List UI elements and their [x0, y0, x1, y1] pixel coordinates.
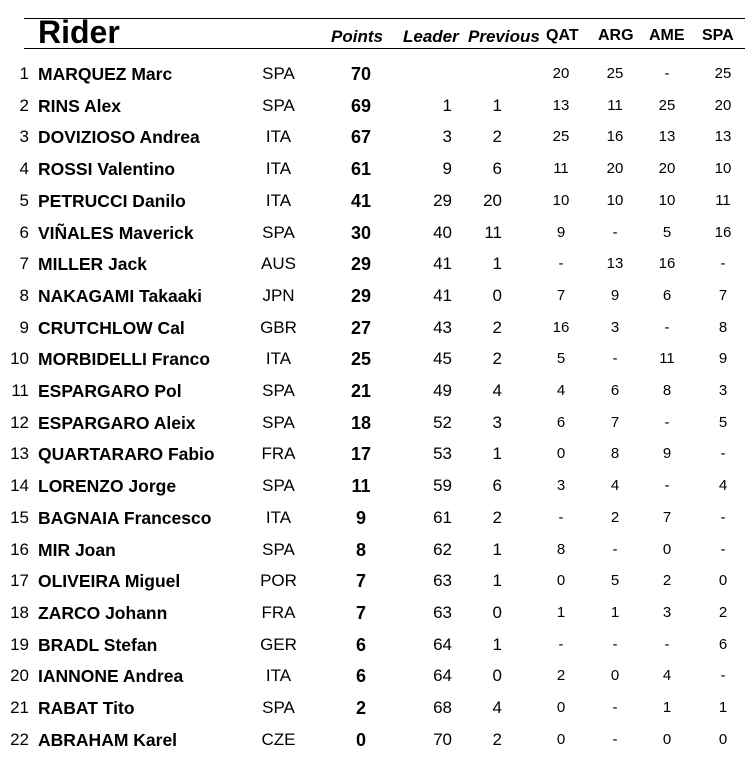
position-cell: 8 [19, 285, 29, 305]
position-cell: 15 [10, 507, 29, 527]
rider-name-cell: IANNONE Andrea [38, 666, 184, 687]
points-cell: 7 [355, 602, 366, 623]
position-cell: 7 [19, 254, 29, 274]
race-ame-cell: - [664, 635, 670, 653]
leader-gap-cell: 41 [433, 285, 452, 305]
header-previous: Previous [468, 27, 540, 46]
race-spa-cell: 4 [718, 477, 728, 495]
leader-gap-cell: 63 [433, 571, 452, 591]
position-cell: 1 [19, 64, 29, 83]
rider-name-cell: VIÑALES Maverick [38, 222, 194, 243]
leader-gap-cell: 68 [433, 698, 452, 717]
race-arg-cell: 0 [610, 667, 620, 685]
rider-name-cell: ESPARGARO Pol [38, 381, 182, 401]
race-qat-cell: - [558, 255, 564, 273]
leader-gap-cell: 45 [433, 349, 452, 369]
leader-gap-cell: 52 [433, 412, 452, 432]
race-spa-cell: 16 [714, 223, 732, 241]
nation-cell: ITA [265, 349, 292, 369]
header-rule [24, 48, 745, 49]
position-cell: 9 [19, 317, 29, 337]
race-spa-cell: 13 [714, 128, 732, 146]
points-cell: 21 [350, 381, 372, 401]
nation-cell: SPA [262, 539, 295, 559]
race-spa-cell: 10 [714, 160, 732, 178]
race-arg-cell: 6 [610, 382, 620, 399]
nation-cell: SPA [262, 222, 295, 242]
race-spa-cell: 3 [718, 382, 728, 399]
position-cell: 19 [10, 634, 29, 654]
race-ame-cell: 16 [658, 255, 676, 273]
table-row [0, 344, 745, 374]
previous-gap-cell: 0 [492, 285, 502, 305]
nation-cell: SPA [262, 698, 295, 717]
previous-gap-cell: 1 [492, 95, 502, 115]
race-arg-cell: 3 [610, 318, 620, 336]
table-row [0, 535, 745, 565]
race-qat-cell: 5 [556, 350, 566, 368]
previous-gap-cell: 2 [492, 507, 502, 527]
previous-gap-cell: 2 [492, 729, 502, 749]
race-qat-cell: 4 [556, 382, 566, 399]
position-cell: 6 [19, 222, 29, 242]
header-race-arg: ARG [598, 27, 634, 44]
race-ame-cell: 8 [662, 382, 672, 399]
previous-gap-cell: 4 [492, 381, 502, 400]
nation-cell: GER [260, 634, 297, 654]
leader-gap-cell: 62 [433, 539, 452, 559]
header-race-spa: SPA [702, 27, 734, 44]
position-cell: 2 [19, 95, 29, 115]
previous-gap-cell: 6 [492, 159, 502, 179]
rider-name-cell: LORENZO Jorge [38, 476, 177, 497]
leader-gap-cell: 29 [433, 190, 452, 210]
points-cell: 17 [350, 444, 372, 465]
position-cell: 13 [10, 444, 29, 464]
race-arg-cell: 5 [610, 572, 620, 590]
race-qat-cell: 25 [552, 128, 570, 146]
race-ame-cell: 0 [662, 730, 672, 748]
rider-name-cell: NAKAGAMI Takaaki [38, 285, 203, 306]
header-leader: Leader [403, 27, 459, 46]
race-qat-cell: 11 [553, 160, 569, 178]
race-ame-cell: 13 [658, 128, 676, 146]
race-spa-cell: 5 [718, 413, 728, 431]
table-row [0, 313, 745, 343]
header-points: Points [331, 27, 383, 46]
race-ame-cell: 1 [662, 699, 672, 716]
race-ame-cell: 3 [662, 603, 672, 621]
previous-gap-cell: 0 [492, 666, 502, 686]
table-row [0, 471, 745, 501]
table-row [0, 661, 745, 691]
position-cell: 3 [19, 127, 29, 147]
nation-cell: ITA [265, 127, 292, 147]
race-spa-cell: - [720, 445, 726, 463]
points-cell: 25 [350, 349, 372, 370]
race-arg-cell: 4 [610, 477, 620, 495]
table-row [0, 725, 745, 755]
race-arg-cell: - [612, 699, 618, 716]
table-row [0, 630, 745, 660]
race-qat-cell: 6 [556, 413, 566, 431]
previous-gap-cell: 1 [492, 254, 502, 274]
table-row [0, 281, 745, 311]
points-cell: 6 [355, 634, 366, 655]
race-ame-cell: 7 [662, 508, 672, 526]
race-spa-cell: - [720, 508, 726, 526]
race-ame-cell: 2 [662, 572, 672, 590]
table-row [0, 249, 745, 279]
leader-gap-cell: 3 [442, 127, 452, 147]
previous-gap-cell: 2 [492, 317, 502, 337]
points-cell: 18 [350, 412, 372, 433]
rider-name-cell: ROSSI Valentino [38, 159, 176, 180]
race-qat-cell: 13 [552, 96, 570, 114]
race-arg-cell: 16 [606, 128, 624, 146]
race-ame-cell: - [664, 413, 670, 431]
race-ame-cell: - [664, 65, 670, 82]
rider-name-cell: ABRAHAM Karel [38, 729, 178, 750]
table-row [0, 91, 745, 121]
points-cell: 8 [355, 539, 366, 560]
race-arg-cell: 13 [606, 255, 624, 273]
rider-name-cell: BAGNAIA Francesco [38, 507, 212, 528]
race-ame-cell: - [664, 318, 670, 336]
points-cell: 7 [355, 571, 366, 592]
leader-gap-cell: 61 [433, 507, 452, 527]
leader-gap-cell: 59 [433, 476, 452, 496]
position-cell: 5 [19, 190, 29, 210]
points-cell: 6 [355, 666, 366, 687]
table-row [0, 122, 745, 152]
race-ame-cell: 9 [662, 445, 672, 463]
previous-gap-cell: 1 [492, 571, 502, 591]
leader-gap-cell: 53 [433, 444, 452, 464]
rider-name-cell: ZARCO Johann [38, 602, 168, 623]
race-ame-cell: 25 [658, 96, 676, 114]
previous-gap-cell: 2 [492, 349, 502, 369]
points-cell: 0 [355, 729, 366, 750]
leader-gap-cell: 64 [433, 666, 452, 686]
race-qat-cell: 9 [556, 223, 566, 241]
leader-gap-cell: 63 [433, 602, 452, 622]
nation-cell: CZE [261, 729, 296, 749]
points-cell: 30 [350, 222, 372, 243]
race-arg-cell: 20 [606, 160, 624, 178]
race-arg-cell: 25 [606, 65, 624, 82]
table-row [0, 439, 745, 469]
race-arg-cell: - [612, 540, 618, 558]
race-arg-cell: - [612, 223, 618, 241]
leader-gap-cell: 49 [433, 381, 452, 400]
race-qat-cell: 7 [556, 286, 566, 304]
rider-name-cell: QUARTARARO Fabio [38, 444, 215, 465]
race-qat-cell: 0 [556, 730, 566, 748]
race-ame-cell: 4 [662, 667, 672, 685]
nation-cell: AUS [261, 254, 296, 274]
nation-cell: SPA [262, 381, 295, 400]
points-cell: 2 [355, 698, 366, 718]
previous-gap-cell: 1 [492, 539, 502, 559]
points-cell: 29 [350, 285, 372, 306]
race-qat-cell: 20 [552, 65, 570, 82]
nation-cell: FRA [261, 444, 296, 464]
position-cell: 12 [10, 412, 29, 432]
previous-gap-cell: 3 [492, 412, 502, 432]
points-cell: 29 [350, 254, 372, 275]
previous-gap-cell: 11 [484, 222, 502, 242]
race-arg-cell: - [612, 350, 618, 368]
previous-gap-cell: 2 [492, 127, 502, 147]
nation-cell: ITA [265, 666, 292, 686]
nation-cell: SPA [262, 95, 295, 115]
race-spa-cell: - [720, 255, 726, 273]
rider-name-cell: MIR Joan [38, 539, 116, 560]
rider-name-cell: RABAT Tito [38, 698, 135, 718]
race-arg-cell: 9 [610, 286, 620, 304]
race-qat-cell: - [558, 508, 564, 526]
table-row [0, 218, 745, 248]
table-row [0, 154, 745, 184]
points-cell: 67 [350, 127, 372, 148]
race-arg-cell: 1 [610, 603, 620, 621]
table-row [0, 598, 745, 628]
race-spa-cell: 11 [715, 191, 731, 209]
race-spa-cell: 0 [718, 572, 728, 590]
rider-name-cell: MARQUEZ Marc [38, 64, 173, 84]
nation-cell: POR [260, 571, 297, 591]
leader-gap-cell: 43 [433, 317, 452, 337]
race-arg-cell: 2 [610, 508, 620, 526]
points-cell: 11 [351, 476, 371, 497]
rider-name-cell: BRADL Stefan [38, 634, 158, 655]
rider-name-cell: DOVIZIOSO Andrea [38, 127, 200, 148]
race-spa-cell: 25 [714, 65, 732, 82]
race-qat-cell: 2 [556, 667, 566, 685]
race-ame-cell: 11 [659, 350, 675, 368]
race-arg-cell: 10 [606, 191, 624, 209]
position-cell: 14 [10, 476, 29, 496]
race-arg-cell: - [612, 730, 618, 748]
rider-name-cell: MILLER Jack [38, 254, 147, 275]
race-ame-cell: - [664, 477, 670, 495]
table-row [0, 566, 745, 596]
position-cell: 16 [10, 539, 29, 559]
race-arg-cell: 11 [607, 96, 623, 114]
table-row [0, 59, 745, 89]
nation-cell: JPN [262, 285, 295, 305]
position-cell: 21 [10, 698, 29, 717]
rider-name-cell: PETRUCCI Danilo [38, 190, 186, 211]
race-qat-cell: 10 [552, 191, 570, 209]
leader-gap-cell: 9 [442, 159, 452, 179]
race-spa-cell: 8 [718, 318, 728, 336]
leader-gap-cell: 40 [433, 222, 452, 242]
race-ame-cell: 10 [658, 191, 676, 209]
nation-cell: ITA [265, 190, 292, 210]
position-cell: 4 [19, 159, 29, 179]
race-spa-cell: 9 [718, 350, 728, 368]
race-qat-cell: 3 [556, 477, 566, 495]
nation-cell: SPA [262, 476, 295, 496]
previous-gap-cell: 20 [483, 190, 502, 210]
previous-gap-cell: 1 [492, 634, 502, 654]
position-cell: 20 [10, 666, 29, 686]
leader-gap-cell: 70 [433, 729, 452, 749]
header-race-qat: QAT [546, 27, 579, 44]
nation-cell: GBR [260, 317, 297, 337]
table-row [0, 376, 745, 406]
race-ame-cell: 6 [662, 286, 672, 304]
rider-name-cell: RINS Alex [38, 95, 121, 116]
race-spa-cell: 7 [718, 286, 728, 304]
leader-gap-cell: 1 [442, 95, 452, 115]
nation-cell: ITA [265, 507, 292, 527]
points-cell: 9 [355, 507, 366, 528]
table-row [0, 408, 745, 438]
race-arg-cell: 7 [610, 413, 620, 431]
race-spa-cell: - [720, 540, 726, 558]
race-arg-cell: - [612, 635, 618, 653]
race-qat-cell: - [558, 635, 564, 653]
previous-gap-cell: 6 [492, 476, 502, 496]
nation-cell: FRA [261, 602, 296, 622]
rider-name-cell: OLIVEIRA Miguel [38, 571, 181, 592]
position-cell: 17 [10, 571, 29, 591]
rider-name-cell: ESPARGARO Aleix [38, 412, 196, 433]
points-cell: 69 [350, 95, 372, 116]
header-rider: Rider [38, 14, 120, 50]
race-spa-cell: 1 [718, 699, 728, 716]
table-row [0, 186, 745, 216]
race-spa-cell: - [720, 667, 726, 685]
race-spa-cell: 0 [718, 730, 728, 748]
race-ame-cell: 5 [662, 223, 672, 241]
points-cell: 70 [350, 64, 372, 84]
points-cell: 27 [350, 317, 372, 338]
race-qat-cell: 1 [556, 603, 566, 621]
top-rule [24, 18, 745, 19]
race-qat-cell: 0 [556, 572, 566, 590]
position-cell: 18 [10, 602, 29, 622]
race-ame-cell: 20 [658, 160, 676, 178]
leader-gap-cell: 41 [433, 254, 452, 274]
nation-cell: ITA [265, 159, 292, 179]
previous-gap-cell: 0 [492, 602, 502, 622]
race-qat-cell: 8 [556, 540, 566, 558]
header-race-ame: AME [649, 27, 685, 44]
rider-name-cell: CRUTCHLOW Cal [38, 317, 185, 338]
previous-gap-cell: 4 [492, 698, 502, 717]
previous-gap-cell: 1 [492, 444, 502, 464]
race-spa-cell: 20 [714, 96, 732, 114]
points-cell: 61 [350, 159, 372, 180]
table-row [0, 693, 745, 723]
points-cell: 41 [350, 190, 372, 211]
position-cell: 22 [10, 729, 29, 749]
race-qat-cell: 0 [556, 445, 566, 463]
position-cell: 10 [10, 349, 29, 369]
race-spa-cell: 2 [718, 603, 728, 621]
position-cell: 11 [11, 381, 29, 400]
rider-name-cell: MORBIDELLI Franco [38, 349, 211, 370]
race-qat-cell: 0 [556, 699, 566, 716]
nation-cell: SPA [262, 412, 295, 432]
race-qat-cell: 16 [552, 318, 570, 336]
nation-cell: SPA [262, 64, 295, 83]
race-spa-cell: 6 [718, 635, 728, 653]
leader-gap-cell: 64 [433, 634, 452, 654]
race-arg-cell: 8 [610, 445, 620, 463]
table-row [0, 503, 745, 533]
race-ame-cell: 0 [662, 540, 672, 558]
